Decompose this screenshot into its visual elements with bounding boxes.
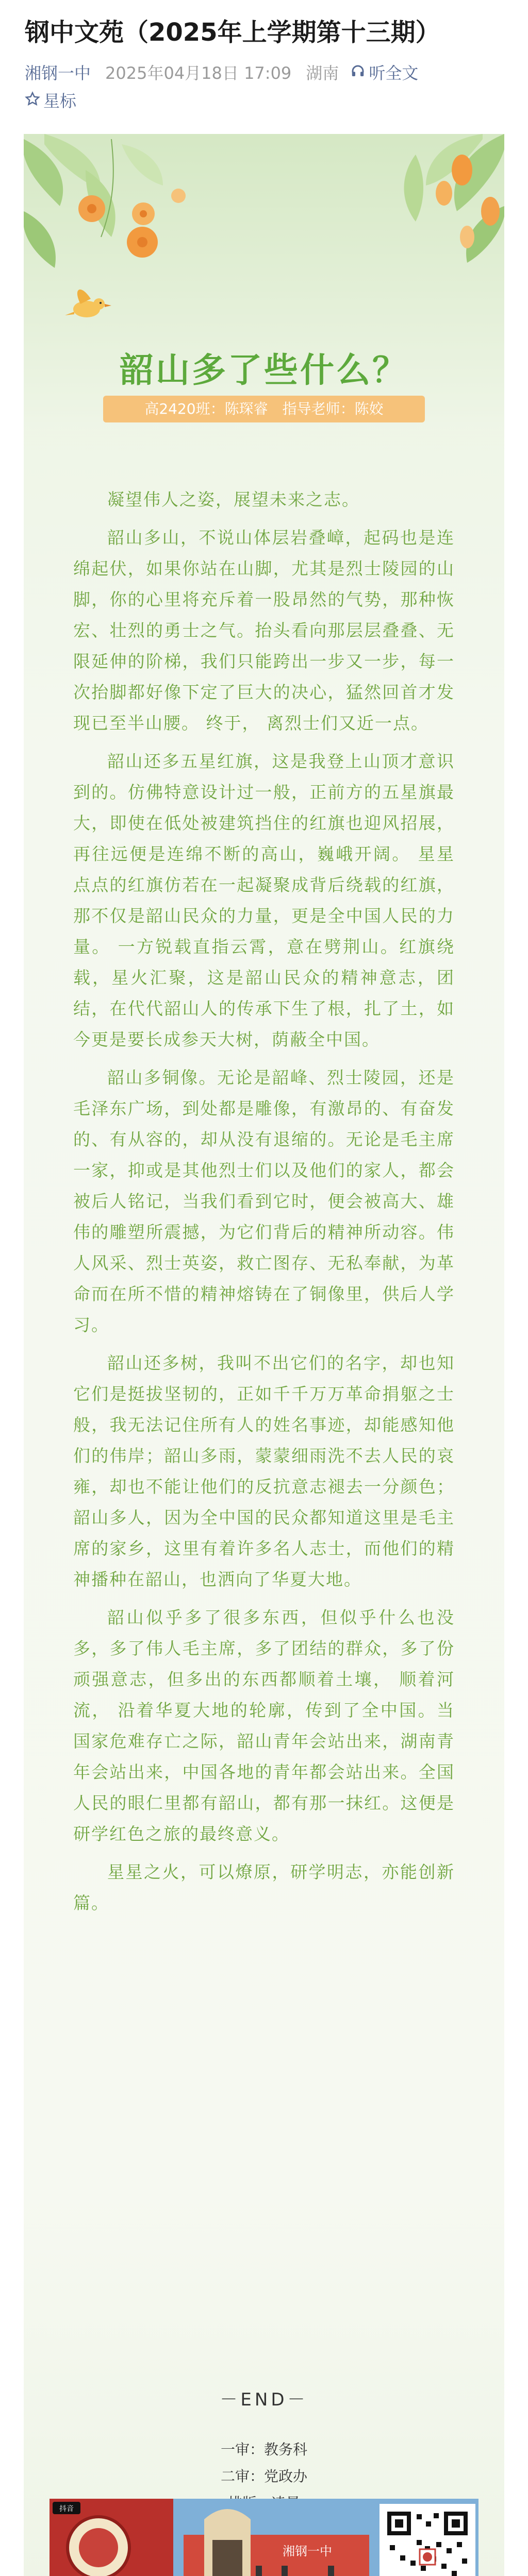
article-body [24, 134, 504, 2576]
paragraph: 韶山还多五星红旗，这是我登上山顶才意识到的。仿佛特意设计过一般，正前方的五星旗最大，即使在低处被建筑挡住的红旗也迎风招展，再往远便是连绵不断的高山，巍峨开阔。 星星点点的红旗仿若在一起凝聚成背后绕载的红旗，那不仅是韶山民众的力量，更是全中国人民的力量。 一方锐载直指云霄，意在劈荆山。红旗绕载，星火汇聚，这是韶山民众的精神意志，团结，在代代韶山人的传承下生了根，扎了土，如今更是要长成参天大树，荫蔽全中国。 [73, 751, 455, 1049]
article-title: 韶山多了些什么？ [120, 350, 408, 390]
location: 湖南 [306, 63, 339, 83]
end-mark: －END－ [220, 2389, 308, 2410]
page-title: 钢中文苑（2025年上学期第十三期） [25, 18, 440, 47]
star-icon [25, 89, 40, 113]
account-name-link[interactable]: 湘钢一中 [25, 63, 91, 83]
credit-line: 一审：教务科 [220, 2441, 307, 2458]
listen-label: 听全文 [369, 63, 419, 83]
banner-school-text: 湘钢一中 [283, 2544, 332, 2558]
listen-button[interactable] [350, 61, 418, 86]
publish-date: 2025年04月18日 17:09 [105, 63, 292, 83]
paragraph: 韶山多铜像。无论是韶峰、烈士陵园，还是毛泽东广场，到处都是雕像，有激昂的、有奋发的、有从容的，却从没有退缩的。无论是毛主席一家，抑或是其他烈士们以及他们的家人，都会被后人铭记，当我们看到它时，便会被高大、雄伟的雕塑所震撼，为它们背后的精神所动容。伟人风采、烈士英姿，救亡图存、无私奉献，为革命而在所不惜的精神熔铸在了铜像里，供后人学习。 [73, 1067, 455, 1335]
headphones-icon [350, 61, 366, 86]
platform-badge-text: 抖音 [59, 2505, 74, 2513]
article-footer [24, 2385, 504, 2517]
paragraph: 凝望伟人之姿，展望未来之志。 [107, 489, 360, 510]
author-byline: 高2420班：陈琛睿 指导老师：陈姣 [103, 396, 425, 422]
star-button[interactable] [25, 89, 503, 113]
paragraph: 星星之火，可以燎原，研学明志，亦能创新篇。 [73, 1862, 455, 1913]
article-header [0, 0, 528, 113]
article-paragraphs [73, 484, 455, 1926]
meta-line [25, 61, 503, 86]
paragraph: 韶山似乎多了很多东西，但似乎什么也没多，多了伟人毛主席，多了团结的群众，多了份顽强意志，但多出的东西都顺着土壤， 顺着河流， 沿着华夏大地的轮廓，传到了全中国。当国家危难存亡之际，韶山青年会站出来，湖南青年会站出来，中国各地的青年都会站出来。全国人民的眼仁里都有韶山，都有那一抹红。这便是研学红色之旅的最终意义。 [73, 1607, 455, 1844]
paragraph: 韶山还多树，我叫不出它们的名字，却也知它们是挺拔坚韧的，正如千千万万革命捐躯之士般，我无法记住所有人的姓名事迹，却能感知他们的伟岸；韶山多雨，蒙蒙细雨洗不去人民的哀雍，却也不能让他们的反抗意志褪去一分颜色；韶山多人，因为全中国的民众都知道这里是毛主席的家乡，这里有着许多名人志士，而他们的精神播种在韶山，也洒向了华夏大地。 [73, 1353, 455, 1589]
paragraph: 韶山多山，不说山体层岩叠嶂，起码也是连绵起伏，如果你站在山脚，尤其是烈士陵园的山脚，你的心里将充斥着一股昂然的气势，那种恢宏、壮烈的勇士之气。抬头看向那层层叠叠、无限延伸的阶梯，我们只能跨出一步又一步，每一次抬脚都好像下定了巨大的决心，猛然回首才发现已至半山腰。 终于， 离烈士们又近一点。 [73, 528, 455, 733]
credit-line: 二审：党政办 [220, 2468, 307, 2485]
school-banner-image [50, 2499, 478, 2576]
star-label: 星标 [43, 91, 77, 111]
